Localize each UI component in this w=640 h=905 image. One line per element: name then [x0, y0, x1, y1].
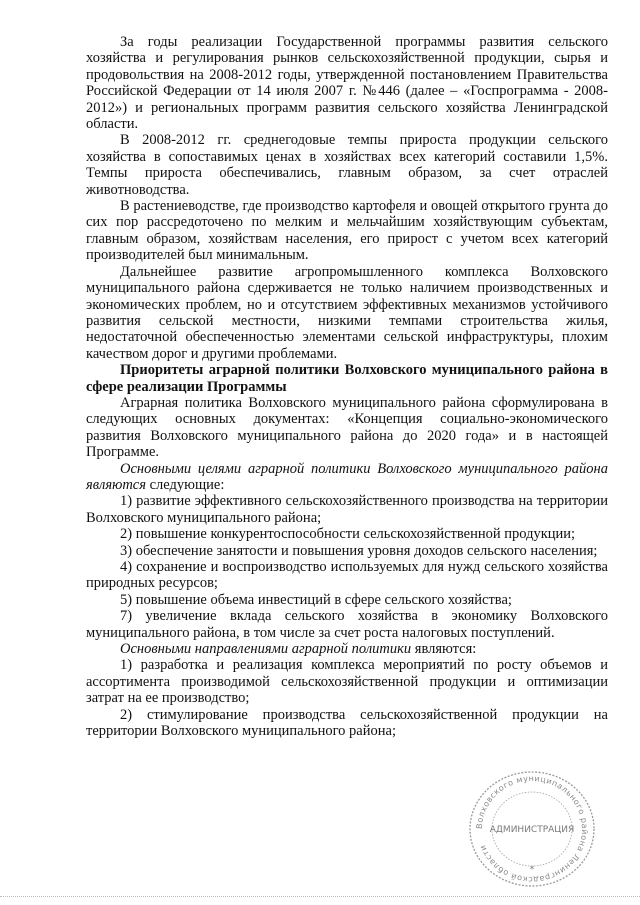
paragraph-4: Дальнейшее развитие агропромышленного комплекса Волховского муниципального района сдерживается не только наличием производственных и экономических проблем, но и отсутствием эффективных механизмов устойчивого развития сельской местности, низкими темпами строительства жилья, недостаточной обеспеченностью элементами сельской инфраструктуры, плохим качеством дорог и другими проблемами.	[86, 263, 608, 362]
section-heading: Приоритеты аграрной политики Волховского муниципального района в сфере реализации Программы	[86, 362, 608, 395]
goal-item-4: 4) сохранение и воспроизводство используемых для нужд сельского хозяйства природных ресурсов;	[86, 559, 608, 592]
goals-intro-italic: Основными целями аграрной политики Волховского муниципального района являются	[86, 460, 608, 493]
paragraph-2: В 2008-2012 гг. среднегодовые темпы прироста продукции сельского хозяйства в сопоставимых ценах в хозяйствах всех категорий составили 1,5%. Темпы прироста обеспечивались, главным образом, за счет отраслей животноводства.	[86, 132, 608, 198]
paragraph-5: Аграрная политика Волховского муниципального района сформулирована в следующих основных документах: «Концепция социально-экономического развития Волховского муниципального района до 2020 года» и в настоящей Программе.	[86, 394, 608, 461]
direction-item-2: 2) стимулирование производства сельскохозяйственной продукции на территории Волховского муниципального района;	[86, 706, 608, 740]
directions-intro-rest: являются:	[411, 641, 477, 658]
goal-item-3: 3) обеспечение занятости и повышения уровня доходов сельского населения;	[120, 542, 598, 559]
paragraph-1: За годы реализации Государственной программы развития сельского хозяйства и регулирования рынков сельскохозяйственной продукции, сырья и продовольствия на 2008-2012 годы, утвержденной постановлением Правительства Российской Федерации от 14 июля 2007 г. №446 (далее – «Госпрограмма - 2008-2012») и региональных программ развития сельского хозяйства Ленинградской области.	[86, 34, 608, 133]
seal-ring-text: Волховского муниципального района Ленинградской области	[474, 773, 590, 885]
goal-item-1: 1) развитие эффективного сельскохозяйственного производства на территории Волховского муниципального района;	[86, 493, 608, 526]
directions-intro	[86, 641, 608, 657]
paragraph-3: В растениеводстве, где производство картофеля и овощей открытого грунта до сих пор рассредоточено по мелким и мельчайшим хозяйствующим субъектам, главным образом, хозяйствам населения, его прирост с учетом всех категорий производителей был минимальным.	[86, 198, 608, 264]
goals-intro-rest: следующие:	[145, 476, 225, 493]
goal-item-2: 2) повышение конкурентоспособности сельскохозяйственной продукции;	[120, 526, 576, 543]
svg-text:Волховского муниципального рай	[475, 774, 589, 884]
direction-item-1: 1) разработка и реализация комплекса мероприятий по росту объемов и ассортимента производимой сельскохозяйственной продукции и оптимизации затрат на ее производство;	[86, 657, 608, 707]
goal-item-7: 7) увеличение вклада сельского хозяйства в экономику Волховского муниципального района, в том числе за счет роста налоговых поступлений.	[86, 608, 608, 641]
document-body	[86, 34, 608, 739]
page-footer-edge	[0, 896, 640, 899]
svg-text:*: *	[529, 865, 535, 875]
directions-intro-italic: Основными направлениями аграрной политики	[120, 641, 412, 658]
goals-intro	[86, 461, 608, 494]
seal-center-text: АДМИНИСТРАЦИЯ	[489, 825, 575, 835]
goal-item-5: 5) повышение объема инвестиций в сфере сельского хозяйства;	[120, 591, 512, 608]
official-seal-stamp	[462, 770, 602, 888]
